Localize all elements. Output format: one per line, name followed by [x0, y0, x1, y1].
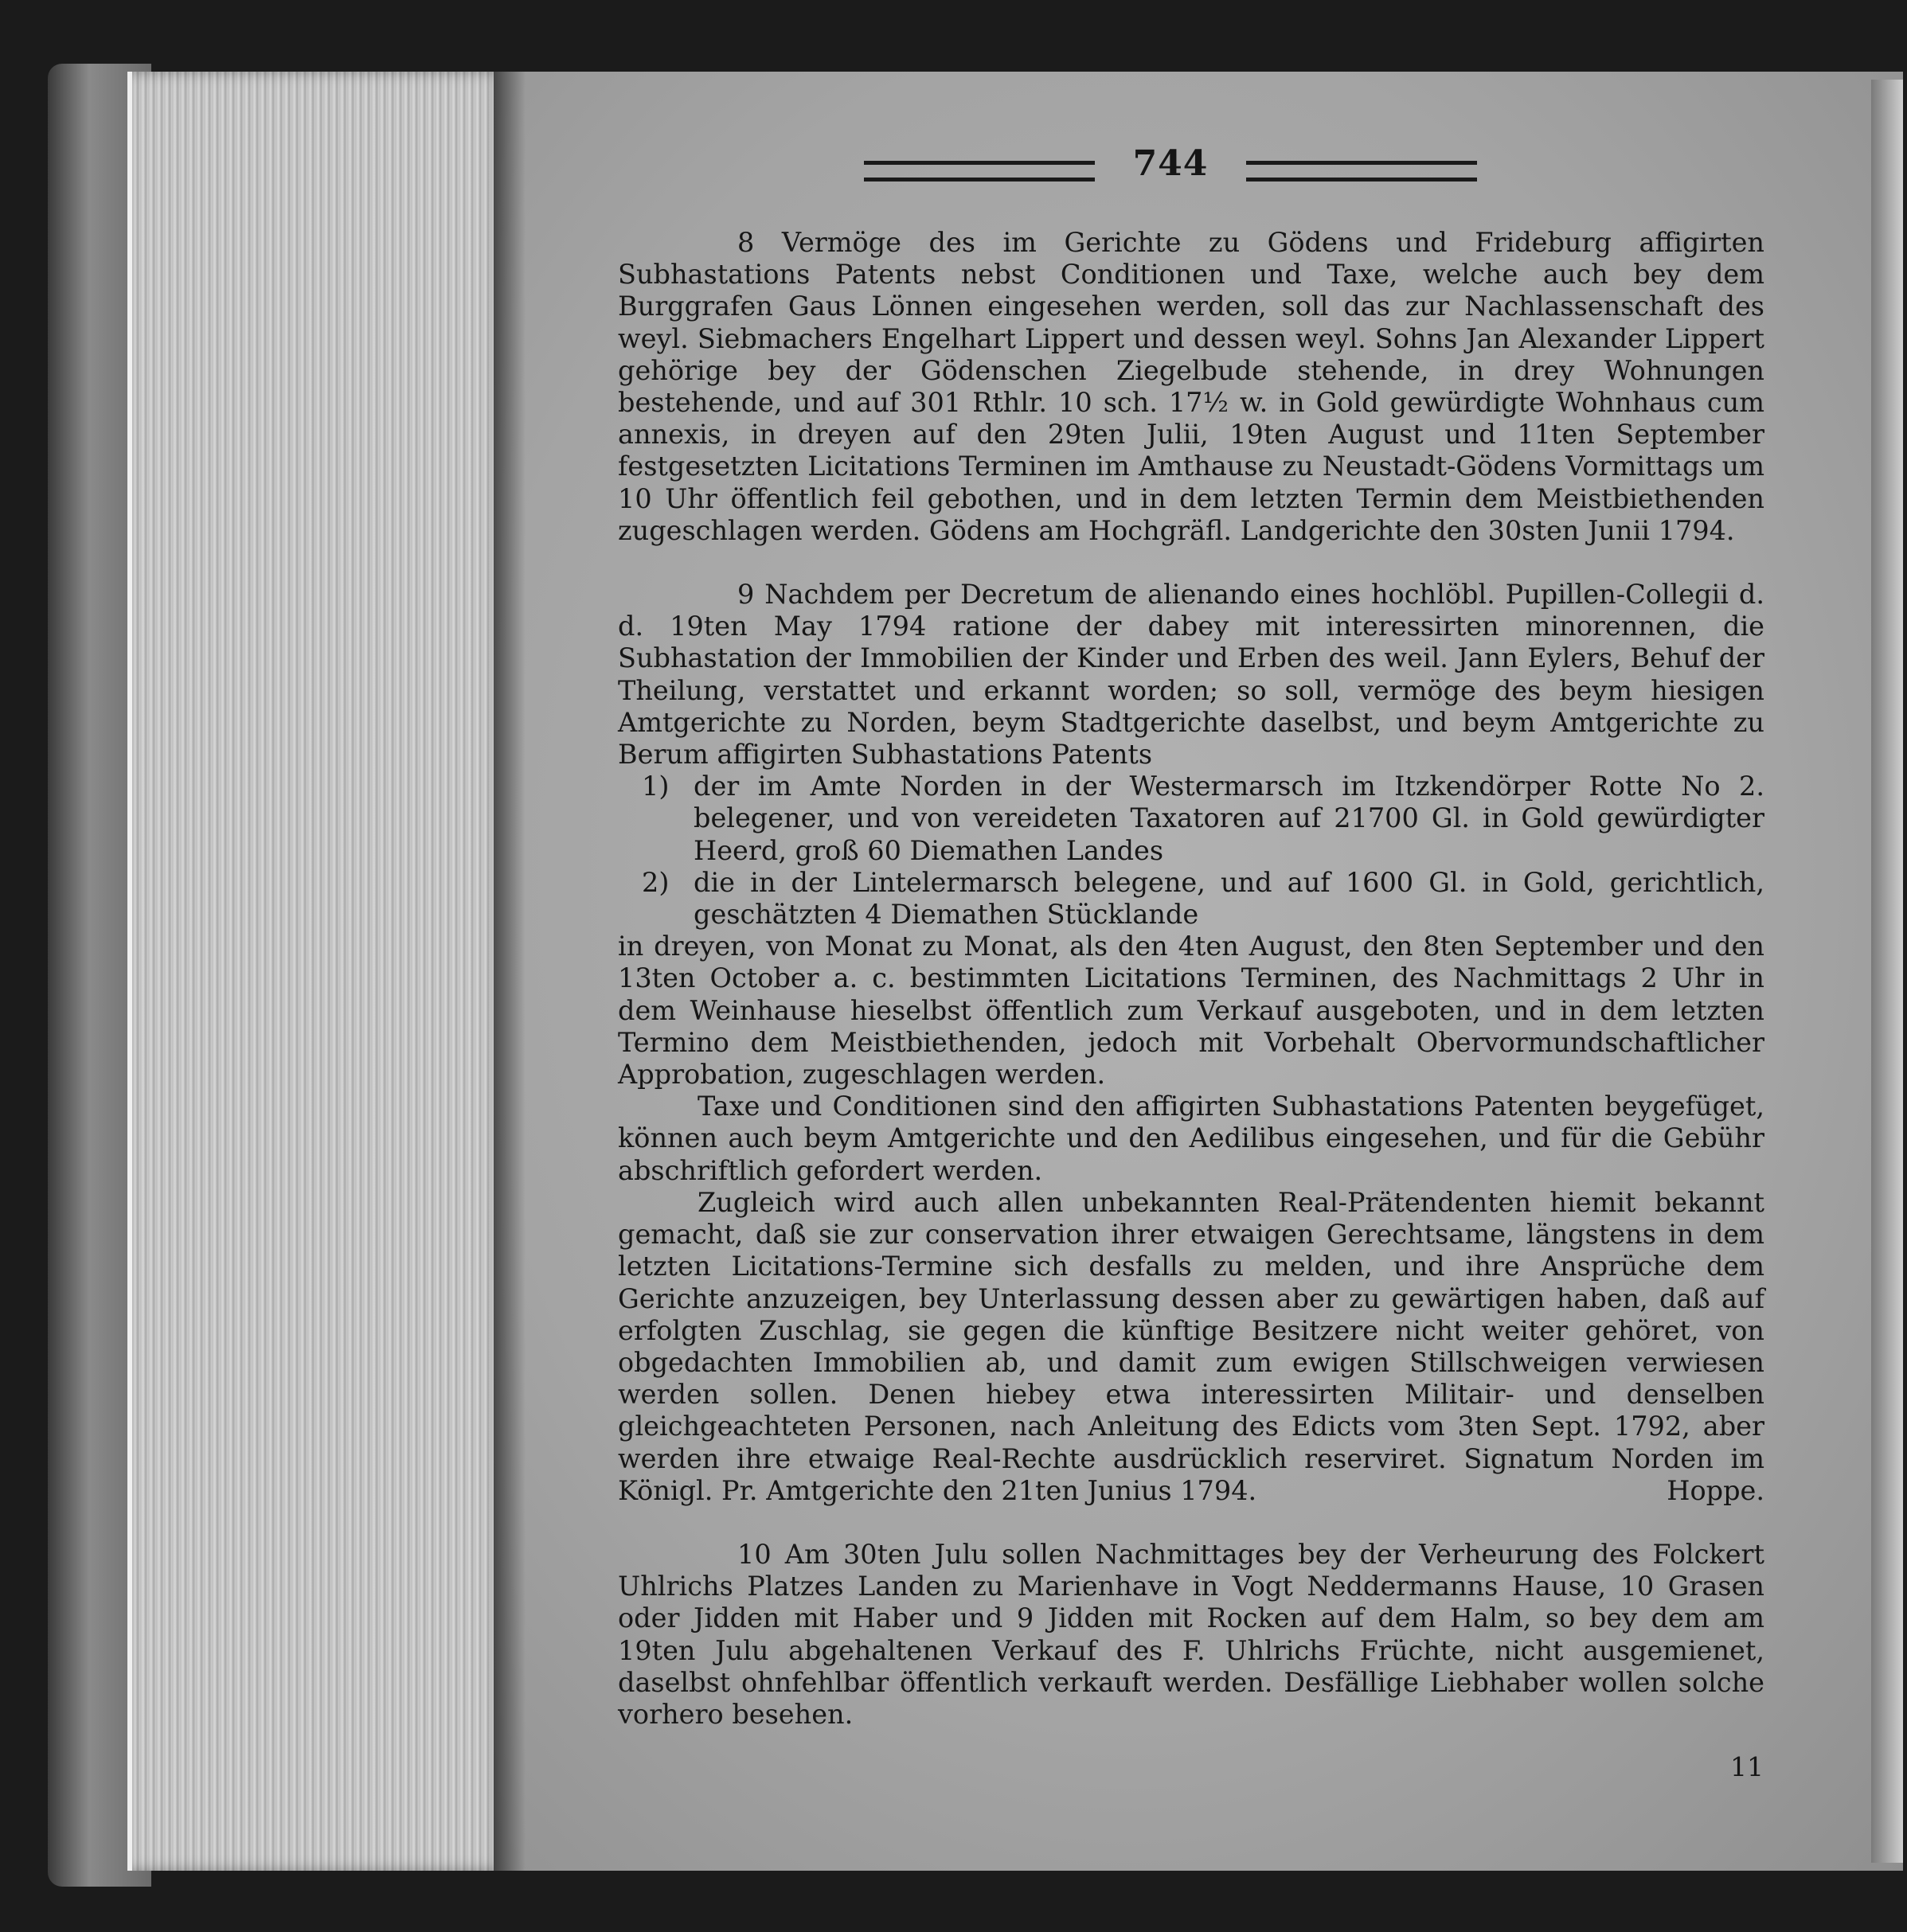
page-edges [127, 72, 506, 1871]
page-header [864, 143, 1477, 199]
page-body [618, 227, 1764, 1731]
item-text: die in der Lintelermarsch belegene, und auf 1600 Gl. in Gold, gerichtlich, geschätzten 4 Diemathen Stücklande [694, 866, 1764, 931]
paragraph-zugleich [618, 1187, 1764, 1507]
paragraph-9: 9 Nachdem per Decretum de alienando eines hochlöbl. Pupillen-Collegii d. d. 19ten May 1794 ratione der dabey mit interessirten minorennen, die Subhastation der Immobilien der Kinder und Erben des weil. Jann Eylers, Behuf der Theilung, verstattet und erkannt worden; so soll, vermöge des beym hiesigen Amtgerichte zu Norden, beym Stadtgerichte daselbst, und beym Amtgerichte zu Berum affigirten Subhastations Patents [618, 579, 1764, 771]
signature: Hoppe. [1667, 1474, 1764, 1506]
item-text: der im Amte Norden in der Westermarsch im Itzkendörper Rotte No 2. belegener, und von vereideten Taxatoren auf 21700 Gl. in Gold gewürdigter Heerd, groß 60 Diemathen Landes [694, 771, 1764, 866]
paragraph-gap [618, 1507, 1764, 1539]
page-right-edge [1871, 80, 1903, 1863]
item-number: 1) [642, 771, 670, 802]
paragraph-gap [618, 547, 1764, 579]
paragraph-zugleich-text: Zugleich wird auch allen unbekannten Real-Prätendenten hiemit bekannt gemacht, daß sie zur conservation ihrer etwaigen Gerechtsame, längstens in dem letzten Licitations-Termine sich desfalls zu melden, und ihre Ansprüche dem Gerichte anzuzeigen, bey Unterlassung dessen aber zu gewärtigen haben, daß auf erfolgten Zuschlag, sie gegen die künftige Besitzere nicht weiter gehöret, von obgedachten Immobilien ab, und damit zum ewigen Stillschweigen verwiesen werden sollen. Denen hiebey etwa interessirten Militair- und denselben gleichgeachteten Personen, nach Anleitung des Edicts vom 3ten Sept. 1792, aber werden ihre etwaige Real-Rechte ausdrücklich reserviret. Signatum Norden im Königl. Pr. Amtgerichte den 21ten Junius 1794. [618, 1186, 1764, 1506]
header-rule-left [864, 161, 1095, 181]
list-item [618, 867, 1764, 931]
catchword: 11 [1730, 1751, 1764, 1782]
header-rule-right [1246, 161, 1477, 181]
list-item [618, 771, 1764, 867]
item-number: 2) [642, 866, 670, 898]
paragraph-8: 8 Vermöge des im Gerichte zu Gödens und Frideburg affigirten Subhastations Patents nebst Conditionen und Taxe, welche auch bey dem Burggrafen Gaus Lönnen eingesehen werden, soll das zur Nachlassenschaft des weyl. Siebmachers Engelhart Lippert und dessen weyl. Sohns Jan Alexander Lippert gehörige bey der Gödenschen Ziegelbude stehende, in drey Wohnungen bestehende, und auf 301 Rthlr. 10 sch. 17½ w. in Gold gewürdigte Wohnhaus cum annexis, in dreyen auf den 29ten Julii, 19ten August und 11ten September festgesetzten Licitations Terminen im Amthause zu Neustadt-Gödens Vormittags um 10 Uhr öffentlich feil gebothen, und in dem letzten Termin dem Meistbiethenden zugeschlagen werden. Gödens am Hochgräfl. Landgerichte den 30sten Junii 1794. [618, 227, 1764, 546]
spine-shadow [494, 72, 526, 1871]
paragraph-9-continuation: in dreyen, von Monat zu Monat, als den 4ten August, den 8ten September und den 13ten October a. c. bestimmten Licitations Terminen, des Nachmittags 2 Uhr in dem Weinhause hieselbst öffentlich zum Verkauf ausgeboten, und in dem letzten Termino dem Meistbiethenden, jedoch mit Vorbehalt Obervormundschaftlicher Approbation, zugeschlagen werden. [618, 931, 1764, 1091]
paragraph-taxe: Taxe und Conditionen sind den affigirten Subhastations Patenten beygefüget, können auch beym Amtgerichte und den Aedilibus eingesehen, und für die Gebühr abschriftlich gefordert werden. [618, 1091, 1764, 1186]
page-number: 744 [1132, 143, 1209, 184]
paragraph-10: 10 Am 30ten Julu sollen Nachmittages bey der Verheurung des Folckert Uhlrichs Platzes Landen zu Marienhave in Vogt Neddermanns Hause, 10 Grasen oder Jidden mit Haber und 9 Jidden mit Rocken auf dem Halm, so bey dem am 19ten Julu abgehaltenen Verkauf des F. Uhlrichs Früchte, nicht ausgemienet, daselbst ohnfehlbar öffentlich verkauft werden. Desfällige Liebhaber wollen solche vorhero besehen. [618, 1538, 1764, 1730]
